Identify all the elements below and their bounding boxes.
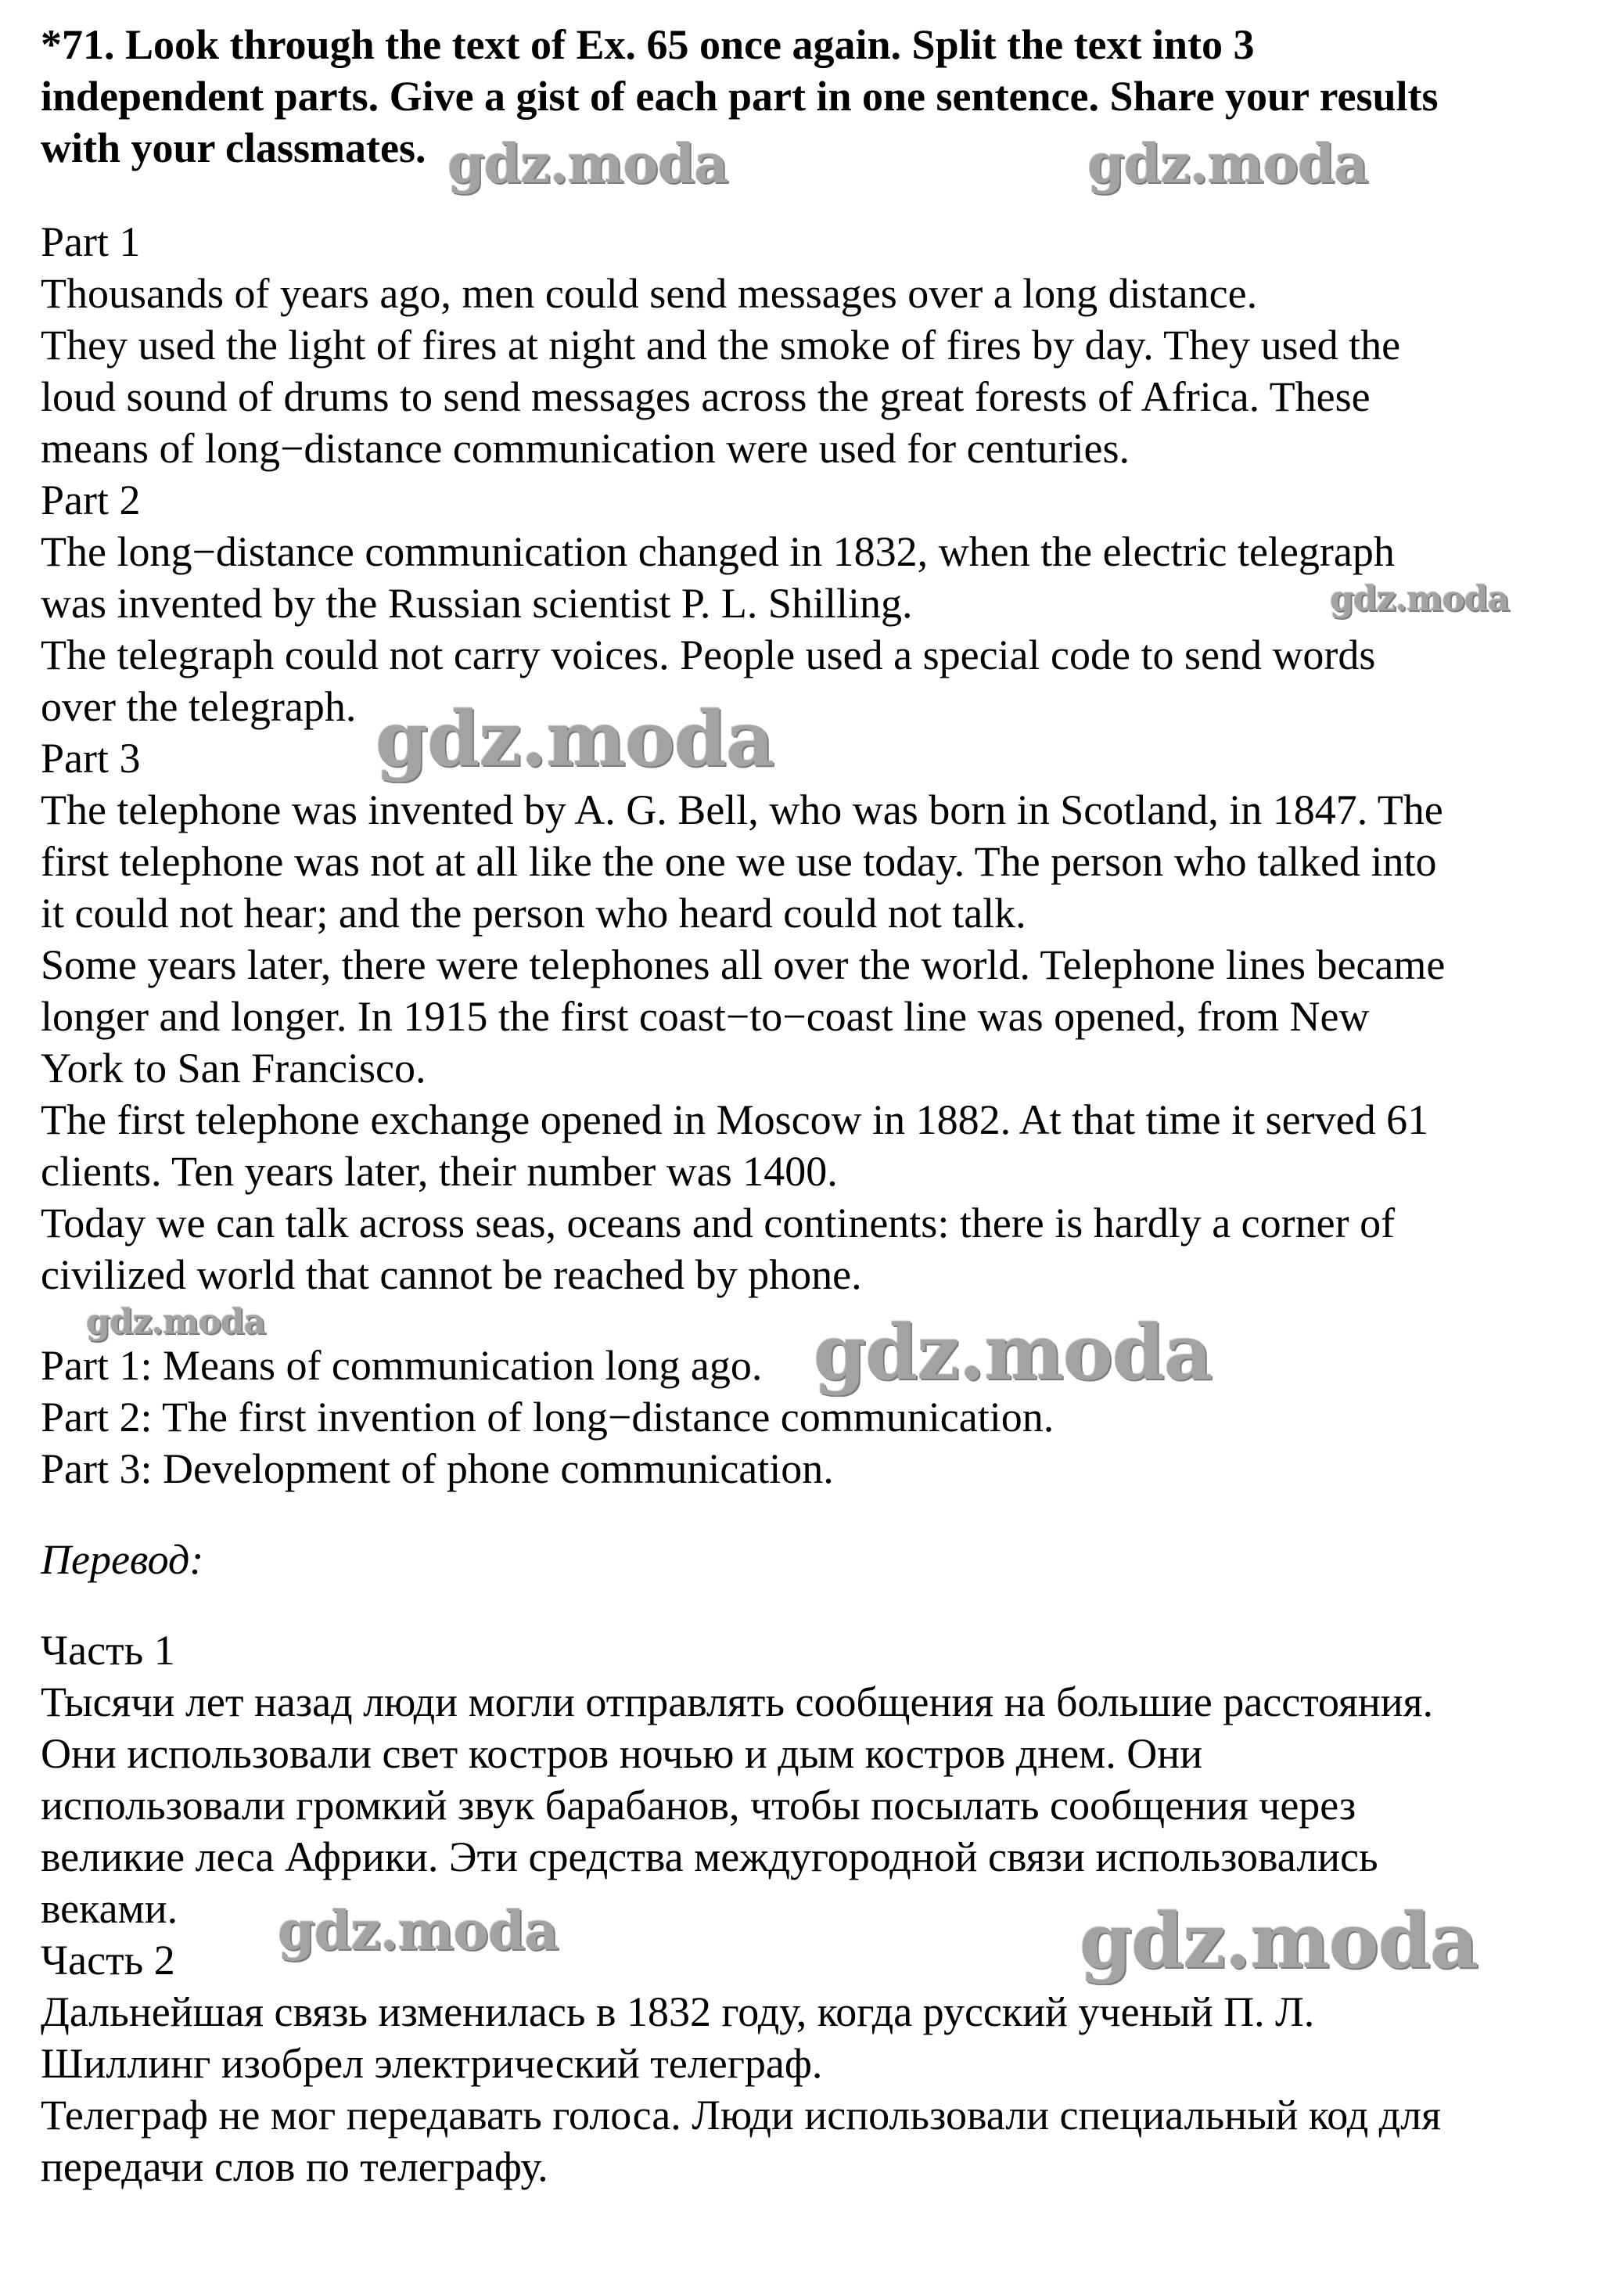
translation-title: Перевод: (41, 1536, 204, 1583)
translation-part1-line-4: великие леса Африки. Эти средства междугородной связи использовались (41, 1833, 1378, 1880)
part1-label: Part 1 (41, 218, 141, 265)
translation-part1-line-1: Тысячи лет назад люди могли отправлять сообщения на большие расстояния. (41, 1678, 1433, 1725)
part3-line-10: civilized world that cannot be reached by phone. (41, 1251, 862, 1298)
watermark: gdz.moda (375, 695, 774, 783)
translation-part1-line-2: Они использовали свет костров ночью и дым костров днем. Они (41, 1730, 1203, 1777)
part3-line-9: Today we can talk across seas, oceans and continents: there is hardly a corner of (41, 1200, 1396, 1247)
part3-line-2: first telephone was not at all like the one we use today. The person who talked into (41, 838, 1437, 885)
part1-line-4: means of long−distance communication were used for centuries. (41, 425, 1130, 472)
exercise-heading-line-1: *71. Look through the text of Ex. 65 once again. Split the text into 3 (41, 21, 1255, 68)
part1-line-1: Thousands of years ago, men could send messages over a long distance. (41, 270, 1258, 317)
translation-part2-line-1: Дальнейшая связь изменилась в 1832 году, когда русский ученый П. Л. (41, 1988, 1315, 2035)
translation-part2-line-3: Телеграф не мог передавать голоса. Люди использовали специальный код для (41, 2092, 1441, 2139)
translation-part2-line-4: передачи слов по телеграфу. (41, 2143, 548, 2190)
part2-line-3: The telegraph could not carry voices. People used a special code to send words (41, 631, 1376, 678)
watermark: gdz.moda (447, 133, 728, 196)
translation-part1-line-3: использовали громкий звук барабанов, чтобы посылать сообщения через (41, 1782, 1356, 1829)
part1-line-2: They used the light of fires at night and the smoke of fires by day. They used the (41, 322, 1401, 369)
translation-part1-line-5: веками. (41, 1885, 178, 1932)
part2-line-4: over the telegraph. (41, 683, 357, 730)
part3-line-4: Some years later, there were telephones all over the world. Telephone lines became (41, 941, 1446, 988)
part3-line-5: longer and longer. In 1915 the first coast−to−coast line was opened, from New (41, 993, 1370, 1040)
part2-line-1: The long−distance communication changed in 1832, when the electric telegraph (41, 528, 1395, 575)
watermark: gdz.moda (86, 1302, 266, 1342)
part2-label: Part 2 (41, 477, 141, 523)
exercise-heading-line-3: with your classmates. (41, 124, 426, 171)
part3-line-1: The telephone was invented by A. G. Bell, who was born in Scotland, in 1847. The (41, 786, 1443, 833)
summary-part2: Part 2: The first invention of long−distance communication. (41, 1394, 1055, 1441)
summary-part3: Part 3: Development of phone communication. (41, 1445, 834, 1492)
exercise-heading-line-2: independent parts. Give a gist of each part in one sentence. Share your results (41, 73, 1439, 120)
summary-part1: Part 1: Means of communication long ago. (41, 1342, 763, 1389)
watermark: gdz.moda (1087, 133, 1368, 196)
part3-line-8: clients. Ten years later, their number was 1400. (41, 1148, 838, 1195)
watermark: gdz.moda (1080, 1897, 1478, 1985)
watermark: gdz.moda (1330, 579, 1510, 619)
translation-part1-label: Часть 1 (41, 1627, 175, 1674)
watermark: gdz.moda (278, 1900, 559, 1962)
part3-line-3: it could not hear; and the person who heard could not talk. (41, 890, 1026, 937)
part1-line-3: loud sound of drums to send messages across the great forests of Africa. These (41, 373, 1371, 420)
translation-part2-label: Часть 2 (41, 1937, 175, 1984)
part3-line-6: York to San Francisco. (41, 1045, 426, 1092)
part3-label: Part 3 (41, 735, 141, 782)
watermark: gdz.moda (814, 1308, 1213, 1397)
part3-line-7: The first telephone exchange opened in Moscow in 1882. At that time it served 61 (41, 1096, 1429, 1143)
translation-part2-line-2: Шиллинг изобрел электрический телеграф. (41, 2040, 823, 2087)
part2-line-2: was invented by the Russian scientist P. L. Shilling. (41, 580, 913, 627)
